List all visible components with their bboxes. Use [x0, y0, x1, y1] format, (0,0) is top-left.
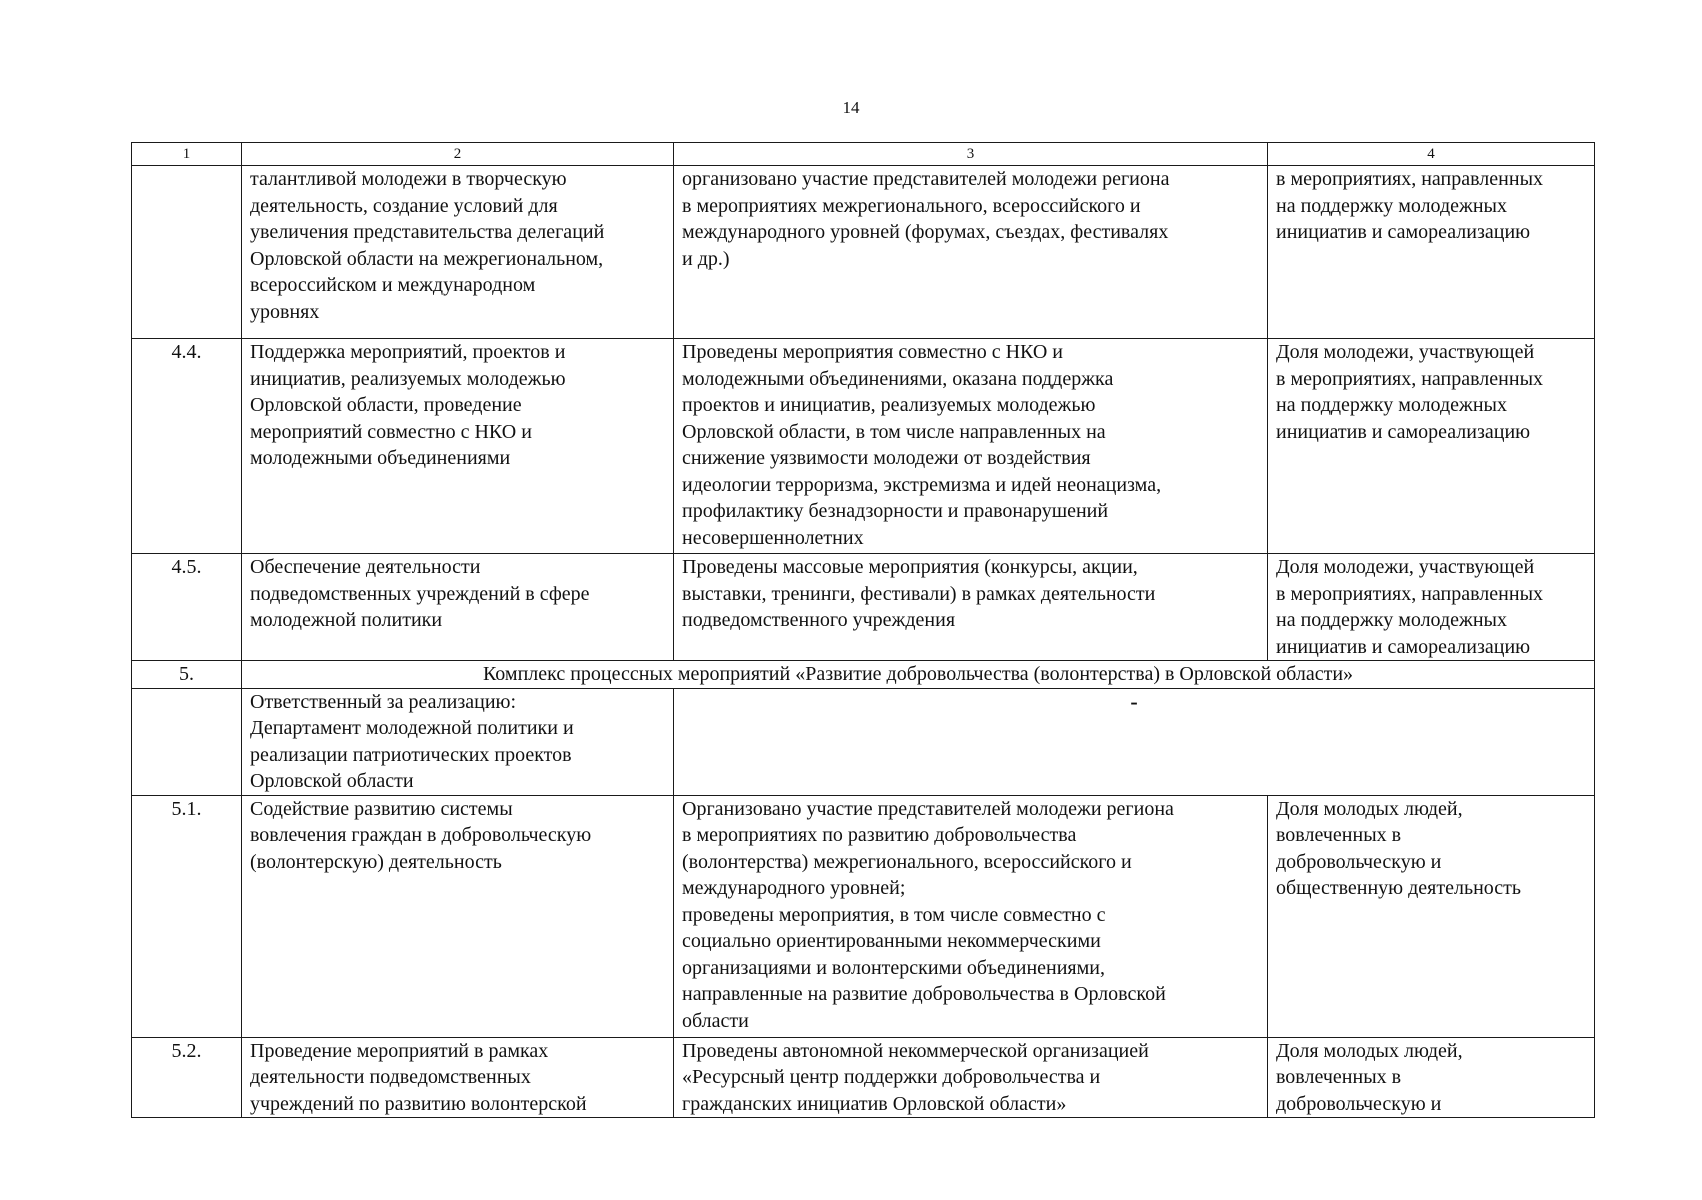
cell-line: направленные на развитие добровольчества в Орловской: [682, 983, 1166, 1005]
table-row: [132, 1037, 1595, 1118]
cell-line: на поддержку молодежных: [1276, 609, 1507, 631]
cell-line: проектов и инициатив, реализуемых молодежью: [682, 394, 1096, 416]
cell-line: общественную деятельность: [1276, 877, 1522, 899]
result-cell: [674, 1037, 1268, 1118]
cell-line: Доля молодежи, участвующей: [1276, 341, 1535, 363]
cell-line: вовлеченных в: [1276, 824, 1402, 846]
cell-line: Доля молодых людей,: [1276, 1039, 1463, 1062]
cell-line: идеологии терроризма, экстремизма и идей неонацизма,: [682, 473, 1162, 496]
cell-line: на поддержку молодежных: [1276, 394, 1507, 416]
table-row: [132, 554, 1595, 661]
cell-line: Проведены автономной некоммерческой организацией: [682, 1039, 1149, 1062]
cell-line: Доля молодежи, участвующей: [1276, 556, 1535, 578]
cell-line: Поддержка мероприятий, проектов и: [250, 341, 566, 363]
responsible-value: -: [674, 688, 1595, 795]
cell-line: молодежными объединениями, оказана поддержка: [682, 367, 1114, 390]
task-cell: [242, 166, 674, 339]
cell-line: Орловской области, в том числе направленных на: [682, 420, 1106, 443]
section-title-row: [132, 661, 1595, 689]
cell-line: реализации патриотических проектов: [250, 743, 572, 766]
task-cell: [242, 339, 674, 554]
row-number: 4.4.: [132, 339, 242, 554]
cell-line: гражданских инициатив Орловской области»: [682, 1092, 1067, 1115]
row-number: [132, 688, 242, 795]
indicator-cell: [1268, 795, 1595, 1037]
cell-line: деятельность, создание условий для: [250, 194, 558, 217]
cell-line: добровольческую и: [1276, 1092, 1442, 1115]
cell-line: талантливой молодежи в творческую: [250, 168, 567, 190]
cell-line: молодежными объединениями: [250, 447, 511, 469]
section-title: Комплекс процессных мероприятий «Развитие добровольчества (волонтерства) в Орловской области»: [242, 661, 1595, 689]
cell-line: мероприятий совместно с НКО и: [250, 420, 532, 443]
row-number: 5.2.: [132, 1037, 242, 1118]
cell-line: в мероприятиях, направленных: [1276, 582, 1544, 605]
table-row: [132, 166, 1595, 339]
cell-line: проведены мероприятия, в том числе совместно с: [682, 903, 1106, 926]
cell-line: Ответственный за реализацию:: [250, 690, 517, 713]
cell-line: (волонтерства) межрегионального, всероссийского и: [682, 850, 1132, 873]
header-row: [132, 143, 1595, 166]
cell-line: международного уровней (форумах, съездах, фестивалях: [682, 221, 1169, 243]
row-number: 5.: [132, 661, 242, 689]
table-row: [132, 339, 1595, 554]
cell-line: в мероприятиях межрегионального, всероссийского и: [682, 194, 1141, 217]
cell-line: профилактику безнадзорности и правонарушений: [682, 500, 1109, 522]
cell-line: инициатив, реализуемых молодежью: [250, 367, 566, 390]
measures-table: [131, 142, 1595, 1118]
row-number: 4.5.: [132, 554, 242, 661]
indicator-cell: [1268, 339, 1595, 554]
cell-line: учреждений по развитию волонтерской: [250, 1092, 587, 1115]
cell-line: Орловской области, проведение: [250, 394, 522, 416]
cell-line: Орловской области: [250, 770, 414, 792]
table-row: [132, 795, 1595, 1037]
cell-line: выставки, тренинги, фестивали) в рамках деятельности: [682, 582, 1156, 605]
cell-line: увеличения представительства делегаций: [250, 221, 605, 243]
cell-line: Содействие развитию системы: [250, 797, 513, 820]
cell-line: Обеспечение деятельности: [250, 556, 481, 578]
column-header-1: 1: [132, 143, 242, 166]
result-cell: [674, 554, 1268, 661]
cell-line: и др.): [682, 247, 730, 270]
cell-line: на поддержку молодежных: [1276, 194, 1507, 217]
task-cell: [242, 1037, 674, 1118]
result-cell: [674, 166, 1268, 339]
cell-line: инициатив и самореализацию: [1276, 221, 1531, 243]
cell-line: инициатив и самореализацию: [1276, 420, 1531, 443]
result-cell: [674, 795, 1268, 1037]
cell-line: Орловской области на межрегиональном,: [250, 247, 604, 270]
cell-line: всероссийском и международном: [250, 274, 536, 296]
cell-line: организовано участие представителей молодежи региона: [682, 168, 1170, 190]
cell-line: Проведены мероприятия совместно с НКО и: [682, 341, 1063, 363]
cell-line: Проведены массовые мероприятия (конкурсы, акции,: [682, 556, 1138, 578]
cell-line: «Ресурсный центр поддержки добровольчества и: [682, 1066, 1101, 1088]
task-cell: [242, 554, 674, 661]
task-cell: [242, 795, 674, 1037]
cell-line: организациями и волонтерскими объединениями,: [682, 956, 1105, 979]
cell-line: несовершеннолетних: [682, 526, 864, 549]
result-cell: [674, 339, 1268, 554]
cell-line: международного уровней;: [682, 877, 906, 899]
indicator-cell: [1268, 554, 1595, 661]
cell-line: области: [682, 1009, 749, 1032]
indicator-cell: [1268, 166, 1595, 339]
cell-line: Организовано участие представителей молодежи региона: [682, 797, 1174, 820]
cell-line: молодежной политики: [250, 609, 443, 631]
indicator-cell: [1268, 1037, 1595, 1118]
column-header-2: 2: [242, 143, 674, 166]
column-header-3: 3: [674, 143, 1268, 166]
responsible-cell: [242, 688, 674, 795]
cell-line: добровольческую и: [1276, 850, 1442, 873]
cell-line: вовлеченных в: [1276, 1066, 1402, 1088]
responsible-row: [132, 688, 1595, 795]
cell-line: социально ориентированными некоммерческими: [682, 930, 1101, 952]
cell-line: в мероприятиях, направленных: [1276, 367, 1544, 390]
column-header-4: 4: [1268, 143, 1595, 166]
cell-line: вовлечения граждан в добровольческую: [250, 824, 592, 846]
row-number: [132, 166, 242, 339]
cell-line: подведомственного учреждения: [682, 609, 956, 631]
cell-line: Департамент молодежной политики и: [250, 717, 574, 739]
cell-line: в мероприятиях, направленных: [1276, 168, 1544, 190]
cell-line: снижение уязвимости молодежи от воздействия: [682, 447, 1091, 469]
cell-line: уровнях: [250, 300, 320, 323]
page-number: 14: [842, 98, 860, 117]
cell-line: (волонтерскую) деятельность: [250, 850, 502, 873]
cell-line: в мероприятиях по развитию добровольчества: [682, 824, 1077, 846]
cell-line: Проведение мероприятий в рамках: [250, 1039, 549, 1062]
cell-line: инициатив и самореализацию: [1276, 635, 1531, 658]
row-number: 5.1.: [132, 795, 242, 1037]
cell-line: Доля молодых людей,: [1276, 797, 1463, 820]
cell-line: подведомственных учреждений в сфере: [250, 582, 590, 605]
cell-line: деятельности подведомственных: [250, 1066, 531, 1088]
